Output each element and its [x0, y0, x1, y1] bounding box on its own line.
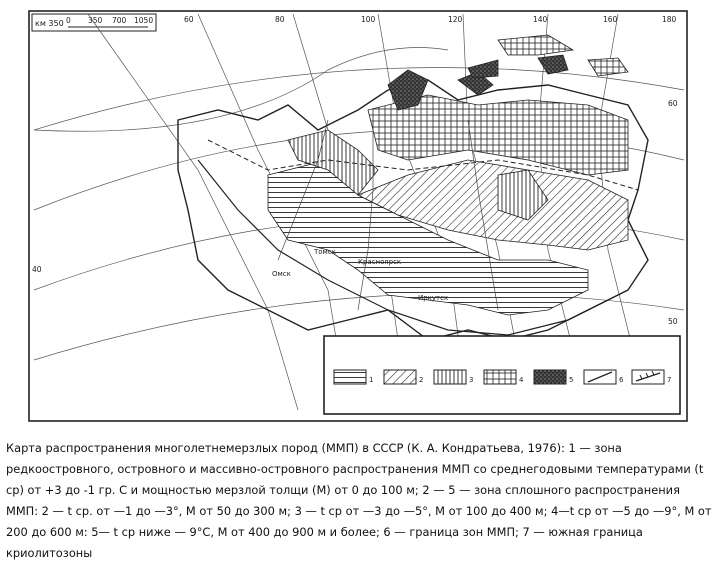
grid-label-right: 50	[668, 317, 678, 326]
legend-label: 6	[619, 376, 624, 384]
legend-label: 1	[369, 376, 374, 384]
city-label-irkutsk: Иркутск	[418, 294, 449, 302]
grid-label-right: 60	[668, 99, 678, 108]
legend-label: 4	[519, 376, 524, 384]
legend-label: 3	[469, 376, 474, 384]
map-legend	[324, 336, 680, 414]
grid-label-top: 60	[184, 15, 194, 24]
city-label-omsk: Омск	[272, 270, 291, 278]
scale-prefix: км 350	[35, 19, 64, 28]
grid-label-top: 80	[275, 15, 285, 24]
map-caption	[6, 438, 714, 564]
grid-label-top: 180	[662, 15, 677, 24]
legend-label: 5	[569, 376, 574, 384]
legend-label: 2	[419, 376, 424, 384]
scale-tick: 0	[66, 16, 71, 25]
grid-label-top: 100	[361, 15, 376, 24]
scale-tick: 1050	[134, 16, 154, 25]
grid-label-top: 160	[603, 15, 618, 24]
grid-label-left: 40	[32, 265, 42, 274]
legend-label: 7	[667, 376, 672, 384]
caption-text: Карта распространения многолетнемерзлых пород (ММП) в СССР (К. А. Кондратьева, 1976): 1 — зона редкоостровного, островного и массивно-островного распространения ММП со среднегодовыми температурами (t ср) от +3 до -1 гр. С и мощностью мерзлой толщи (М) от 0 до 100 м; 2 — 5 — зона сплошного распространения ММП: 2 — t ср. от —1 до —3°, М от 50 до 300 м; 3 — t ср от —3 до —5°, М от 100 до 400 м; 4—t ср от —5 до —9°, М от 200 до 600 м: 5— t ср ниже — 9°С, М от 400 до 900 м и более; 6 — граница зон ММП; 7 — южная граница криолитозоны	[6, 441, 712, 560]
permafrost-map	[28, 10, 688, 422]
scale-tick: 350	[88, 16, 103, 25]
grid-label-top: 120	[448, 15, 463, 24]
grid-label-top: 140	[533, 15, 548, 24]
city-label-krasnoyarsk: Красноярск	[358, 258, 402, 266]
city-label-tomsk: Томск	[314, 248, 336, 256]
scale-tick: 700	[112, 16, 127, 25]
